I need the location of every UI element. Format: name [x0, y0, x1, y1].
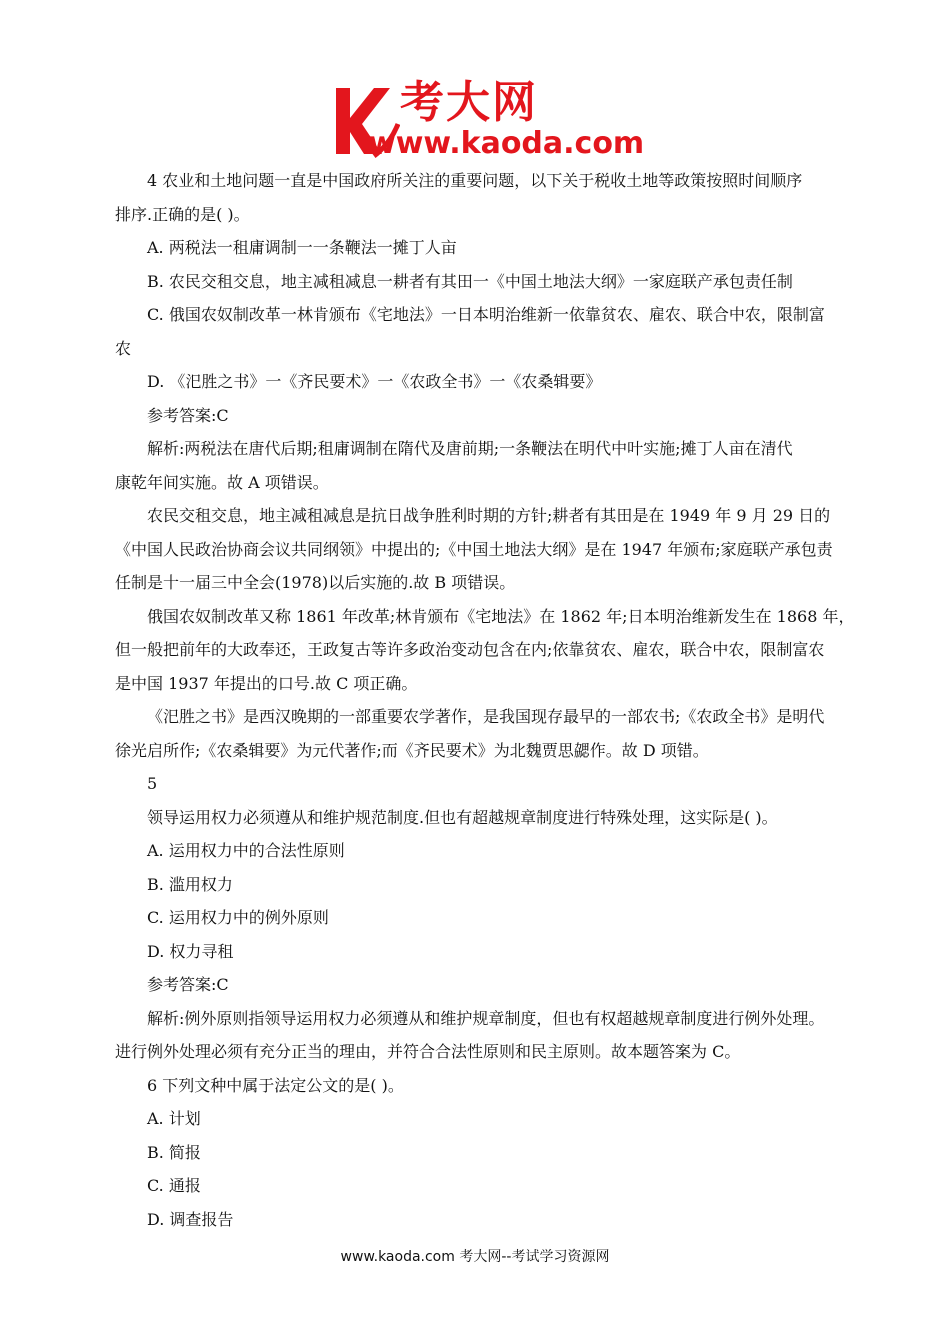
text-line: 领导运用权力必须遵从和维护规范制度.但也有超越规章制度进行特殊处理，这实际是( )。: [147, 807, 778, 827]
text-line: 参考答案:C: [147, 405, 229, 425]
page-footer: www.kaoda.com 考大网--考试学习资源网: [340, 1249, 610, 1265]
text-line: 解析:两税法在唐代后期;租庸调制在隋代及唐前期;一条鞭法在明代中叶实施;摊丁人亩在清代: [147, 439, 793, 458]
text-line: 是中国 1937 年提出的口号.故 C 项正确。: [115, 673, 418, 693]
text-line: 排序.正确的是( )。: [115, 204, 250, 224]
logo-url: www.kaoda.com: [368, 126, 645, 161]
text-line: A. 两税法一租庸调制一一条鞭法一摊丁人亩: [147, 238, 457, 257]
logo-chinese-name: 考大网: [400, 77, 538, 128]
text-line: 徐光启所作;《农桑辑要》为元代著作;而《齐民要术》为北魏贾思勰作。故 D 项错。: [115, 740, 709, 760]
text-line: 农民交租交息，地主减租减息是抗日战争胜利时期的方针;耕者有其田是在 1949 年 9 月 29 日的: [147, 506, 831, 525]
kaoda-logo: [330, 78, 655, 162]
text-line: 《中国人民政治协商会议共同纲领》中提出的;《中国土地法大纲》是在 1947 年颁布;家庭联产承包责: [115, 539, 833, 559]
text-line: 但一般把前年的大政奉还，王政复古等许多政治变动包含在内;依靠贫农、雇农，联合中农，限制富农: [115, 640, 825, 659]
text-line: C. 俄国农奴制改革一林肯颁布《宅地法》一日本明治维新一依靠贫农、雇农、联合中农，限制富: [147, 305, 825, 324]
text-line: B. 滥用权力: [147, 874, 233, 894]
text-line: 4 农业和土地问题一直是中国政府所关注的重要问题，以下关于税收土地等政策按照时间顺序: [147, 171, 803, 190]
text-line: 5: [147, 774, 158, 793]
text-line: 俄国农奴制改革又称 1861 年改革;林肯颁布《宅地法》在 1862 年;日本明治维新发生在 1868 年，: [147, 606, 855, 626]
text-line: 任制是十一届三中全会(1978)以后实施的.故 B 项错误。: [115, 573, 516, 592]
text-line: 进行例外处理必须有充分正当的理由，并符合合法性原则和民主原则。故本题答案为 C。: [115, 1042, 741, 1061]
text-line: A. 运用权力中的合法性原则: [147, 841, 345, 860]
text-line: A. 计划: [147, 1109, 201, 1128]
text-line: D. 权力寻租: [147, 941, 234, 961]
text-line: B. 农民交租交息，地主减租减息一耕者有其田一《中国土地法大纲》一家庭联产承包责任制: [147, 271, 793, 291]
text-line: 解析:例外原则指领导运用权力必须遵从和维护规章制度，但也有权超越规章制度进行例外处理。: [147, 1008, 825, 1028]
text-line: 6 下列文种中属于法定公文的是( )。: [147, 1075, 404, 1095]
text-line: 《汜胜之书》是西汉晚期的一部重要农学著作，是我国现存最早的一部农书;《农政全书》是明代: [147, 707, 825, 726]
text-line: 参考答案:C: [147, 975, 229, 994]
text-line: 康乾年间实施。故 A 项错误。: [115, 472, 329, 492]
text-line: 农: [115, 338, 132, 358]
text-line: C. 通报: [147, 1176, 201, 1195]
document-body: [115, 164, 855, 1236]
text-line: C. 运用权力中的例外原则: [147, 908, 329, 927]
text-line: D. 调查报告: [147, 1209, 234, 1229]
text-line: B. 简报: [147, 1142, 201, 1162]
text-line: D. 《汜胜之书》一《齐民要术》一《农政全书》一《农桑辑要》: [147, 372, 602, 391]
